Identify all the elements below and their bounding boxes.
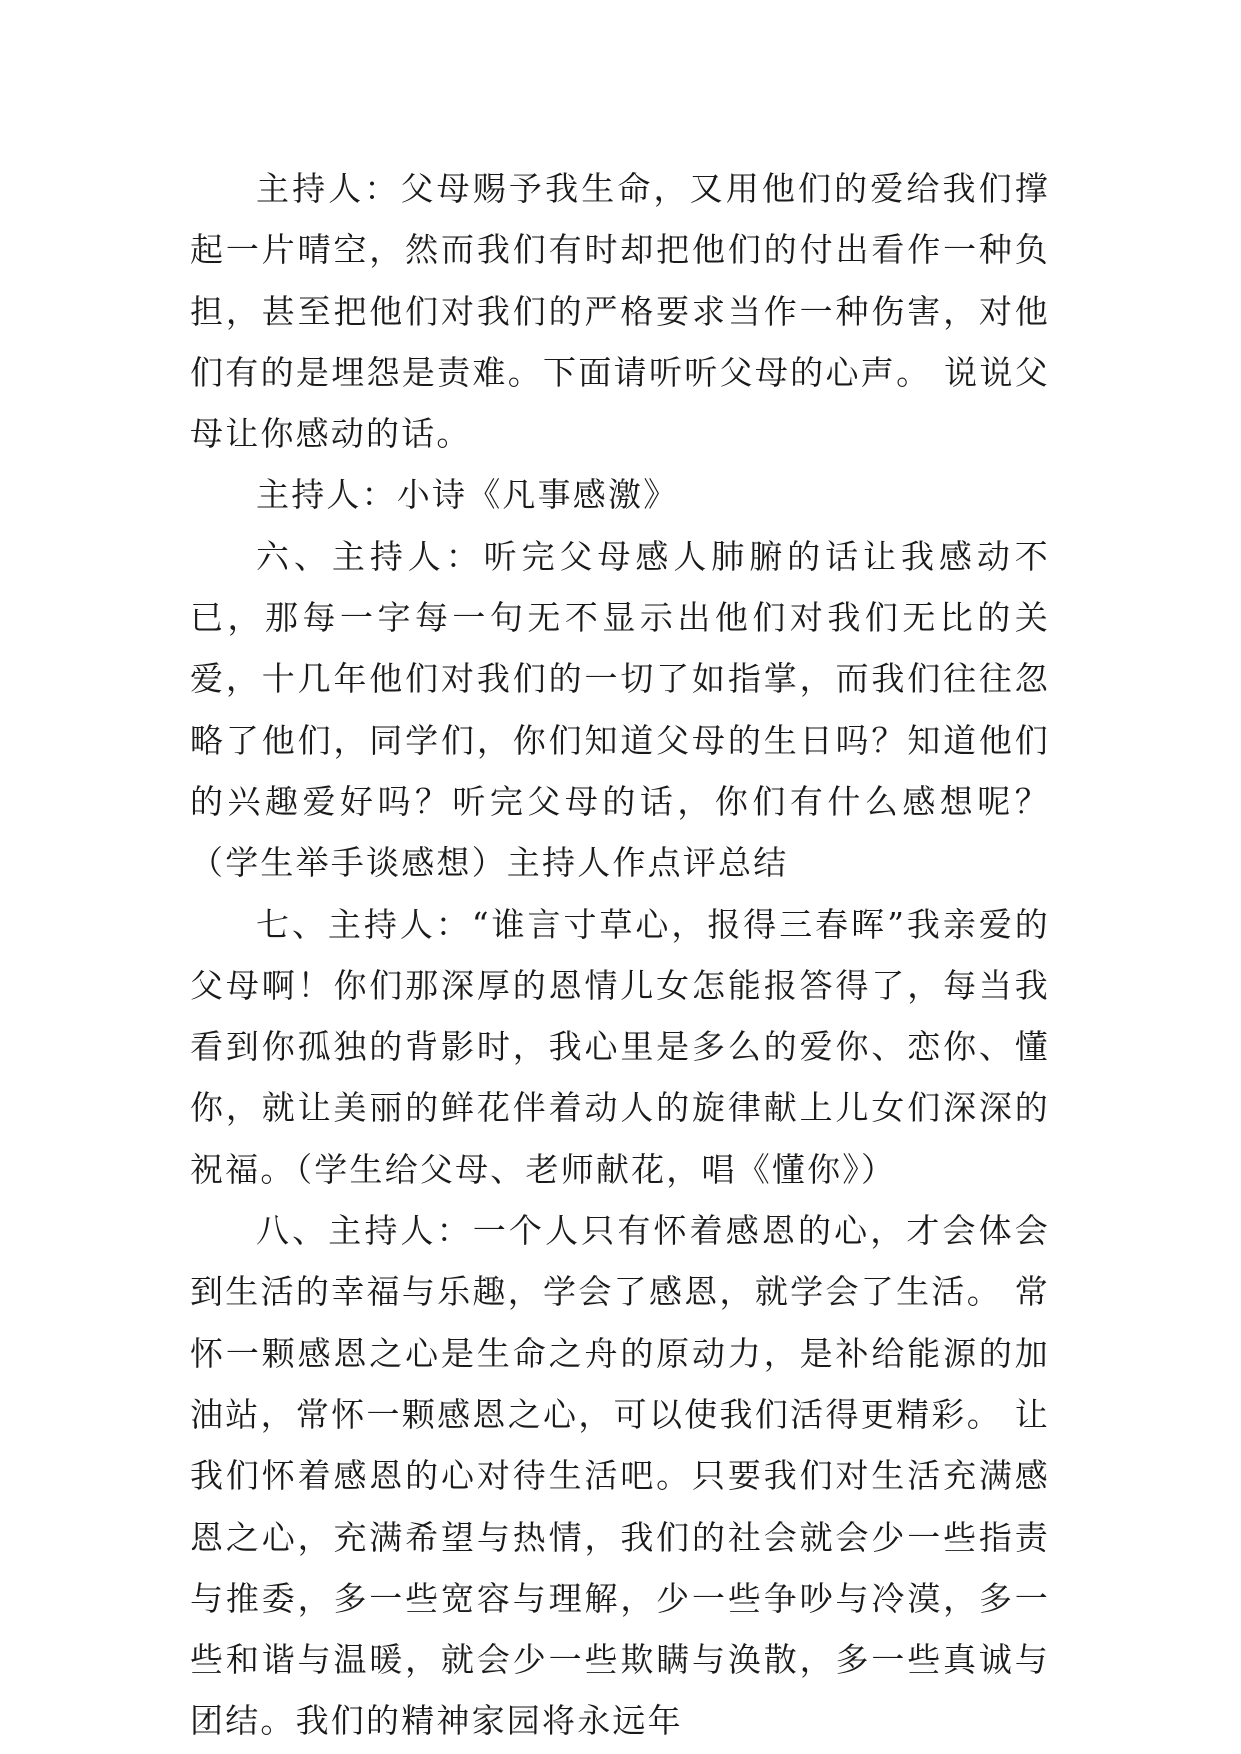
document-body (190, 158, 1050, 1752)
paragraph-poem-title: 主持人：小诗《凡事感激》 (256, 475, 679, 515)
paragraph-section-seven: 七、主持人：“谁言寸草心，报得三春晖”我亲爱的父母啊！你们那深厚的恩情儿女怎能报答得了，每当我看到你孤独的背影时，我心里是多么的爱你、恋你、懂你，就让美丽的鲜花伴着动人的旋律献上儿女们深深的祝福。（学生给父母、老师献花，唱《懂你》） (190, 904, 1050, 1189)
paragraph-host-intro: 主持人：父母赐予我生命，又用他们的爱给我们撑起一片晴空，然而我们有时却把他们的付出看作一种负担，甚至把他们对我们的严格要求当作一种伤害，对他们有的是埋怨是责难。下面请听听父母的心声。 说说父母让你感动的话。 (190, 169, 1050, 454)
paragraph-section-eight: 八、主持人：一个人只有怀着感恩的心，才会体会到生活的幸福与乐趣，学会了感恩，就学会了生活。 常怀一颗感恩之心是生命之舟的原动力，是补给能源的加油站，常怀一颗感恩之心，可以使我们活得更精彩。 让我们怀着感恩的心对待生活吧。只要我们对生活充满感恩之心，充满希望与热情，我们的社会就会少一些指责与推委，多一些宽容与理解，少一些争吵与冷漠，多一些和谐与温暖，就会少一些欺瞒与涣散，多一些真诚与团结。我们的精神家园将永远年 (190, 1211, 1050, 1741)
paragraph-section-six: 六、主持人：听完父母感人肺腑的话让我感动不已，那每一字每一句无不显示出他们对我们无比的关爱，十几年他们对我们的一切了如指掌，而我们往往忽略了他们，同学们，你们知道父母的生日吗？知道他们的兴趣爱好吗？听完父母的话，你们有什么感想呢？（学生举手谈感想）主持人作点评总结 (190, 536, 1050, 883)
